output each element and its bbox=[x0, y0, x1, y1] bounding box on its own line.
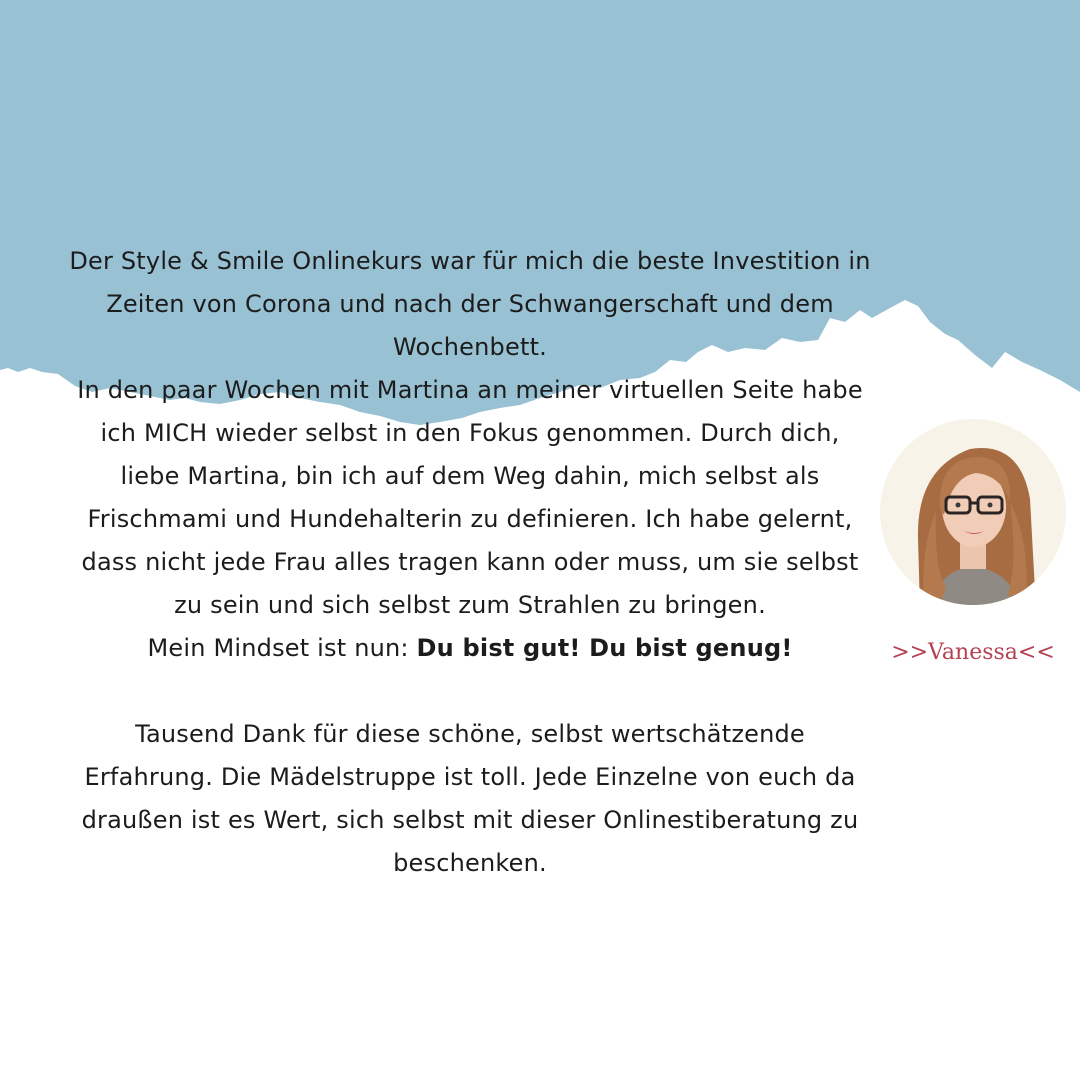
closing-line: Erfahrung. Die Mädelstruppe ist toll. Jede Einzelne von euch da bbox=[84, 763, 856, 791]
paragraph-spacer bbox=[40, 670, 900, 713]
testimonial-line: Wochenbett. bbox=[392, 333, 548, 361]
author-signature: >>Vanessa<< bbox=[891, 640, 1055, 665]
mindset-prefix: Mein Mindset ist nun: bbox=[147, 634, 417, 662]
mindset-line bbox=[40, 627, 900, 670]
testimonial-line: liebe Martina, bin ich auf dem Weg dahin, mich selbst als bbox=[120, 462, 820, 490]
testimonial-text bbox=[40, 240, 900, 885]
testimonial-line: In den paar Wochen mit Martina an meiner virtuellen Seite habe bbox=[77, 376, 863, 404]
testimonial-line: dass nicht jede Frau alles tragen kann oder muss, um sie selbst bbox=[81, 548, 859, 576]
closing-line: beschenken. bbox=[393, 849, 547, 877]
testimonial-line: Zeiten von Corona und nach der Schwangerschaft und dem bbox=[106, 290, 834, 318]
author-avatar bbox=[880, 419, 1066, 605]
closing-line: draußen ist es Wert, sich selbst mit dieser Onlinestiberatung zu bbox=[81, 806, 859, 834]
testimonial-line: ich MICH wieder selbst in den Fokus genommen. Durch dich, bbox=[100, 419, 840, 447]
mindset-emphasis: Du bist gut! Du bist genug! bbox=[416, 634, 793, 662]
testimonial-line: Der Style & Smile Onlinekurs war für mich die beste Investition in bbox=[69, 247, 871, 275]
testimonial-line: Frischmami und Hundehalterin zu definieren. Ich habe gelernt, bbox=[87, 505, 853, 533]
closing-line: Tausend Dank für diese schöne, selbst wertschätzende bbox=[135, 720, 805, 748]
testimonial-line: zu sein und sich selbst zum Strahlen zu bringen. bbox=[174, 591, 766, 619]
